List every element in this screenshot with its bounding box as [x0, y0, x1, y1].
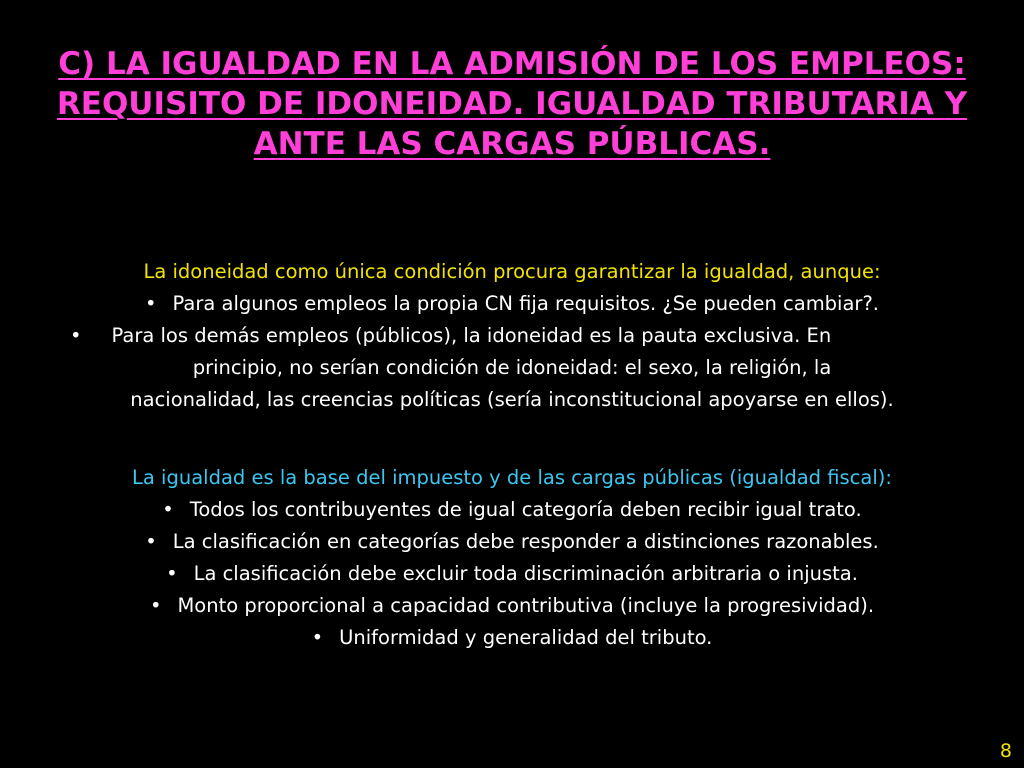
section2-intro: La igualdad es la base del impuesto y de las cargas públicas (igualdad fiscal): [132, 466, 892, 489]
slide-title: C) LA IGUALDAD EN LA ADMISIÓN DE LOS EMPLEOS: REQUISITO DE IDONEIDAD. IGUALDAD TRIBUTARIA Y ANTE LAS CARGAS PÚBLICAS. [56, 46, 968, 162]
section2-bullet-2 [70, 526, 954, 558]
bullet-text: Para algunos empleos la propia CN fija requisitos. ¿Se pueden cambiar?. [172, 292, 879, 315]
bullet-text: Todos los contribuyentes de igual categoría deben recibir igual trato. [189, 498, 862, 521]
section1-bullet-2 [70, 320, 954, 416]
bullet-line-3: nacionalidad, las creencias políticas (sería inconstitucional apoyarse en ellos). [130, 388, 894, 411]
bullet-line-2: principio, no serían condición de idoneidad: el sexo, la religión, la [192, 356, 832, 379]
section2-bullet-4 [70, 590, 954, 622]
bullet-text: La clasificación en categorías debe responder a distinciones razonables. [172, 530, 879, 553]
section2-bullet-5 [70, 622, 954, 654]
bullet-line-1 [70, 320, 954, 352]
section-spacer [70, 416, 954, 462]
section2-bullet-1 [70, 494, 954, 526]
slide-body [70, 256, 954, 654]
bullet-text: Monto proporcional a capacidad contributiva (incluye la progresividad). [177, 594, 875, 617]
section1-intro: La idoneidad como única condición procura garantizar la igualdad, aunque: [143, 260, 881, 283]
bullet-text: Para los demás empleos (públicos), la idoneidad es la pauta exclusiva. En [111, 324, 832, 347]
bullet-text: La clasificación debe excluir toda discriminación arbitraria o injusta. [193, 562, 858, 585]
section1-bullet-1 [70, 288, 954, 320]
bullet-text: Uniformidad y generalidad del tributo. [339, 626, 713, 649]
page-number: 8 [999, 740, 1012, 762]
section2-bullet-3 [70, 558, 954, 590]
